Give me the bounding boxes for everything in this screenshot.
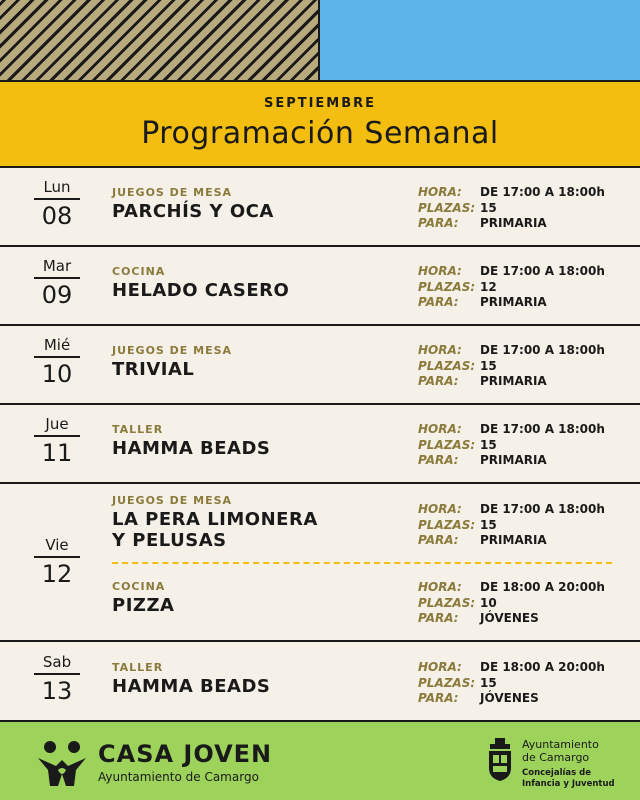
day-name: Vie [34, 536, 80, 558]
day-badge [34, 336, 80, 388]
plazas-label: PLAZAS: [418, 437, 476, 452]
activity [112, 661, 270, 697]
activity-category: TALLER [112, 423, 164, 436]
ayuntamiento-name [522, 738, 599, 764]
activity-info [418, 343, 618, 390]
activity-info [418, 660, 618, 707]
hora-value: DE 17:00 A 18:00h [480, 343, 605, 357]
plazas-label: PLAZAS: [418, 517, 476, 532]
activity-divider [112, 562, 612, 564]
plazas-value: 12 [480, 279, 497, 294]
day-name: Mié [34, 336, 80, 358]
concejalias-line2: Infancia y Juventud [522, 779, 615, 789]
day-number: 13 [41, 677, 73, 705]
day-number: 12 [41, 560, 73, 588]
para-label: PARA: [418, 374, 459, 388]
para-value: PRIMARIA [480, 216, 547, 230]
plazas-value: 15 [480, 437, 497, 452]
day-name: Lun [34, 178, 80, 200]
hora-label: HORA: [418, 580, 462, 594]
activity-title: PIZZA [112, 595, 175, 616]
hora-label: HORA: [418, 502, 462, 516]
activity-category: JUEGOS DE MESA [112, 494, 233, 507]
hora-value: DE 17:00 A 18:00h [480, 502, 605, 516]
month-label: SEPTIEMBRE [263, 96, 377, 111]
para-value: JÓVENES [480, 691, 539, 705]
footer [0, 720, 640, 800]
municipal-crest-icon [486, 738, 514, 782]
plazas-value: 15 [480, 200, 497, 215]
activity [112, 344, 232, 380]
plazas-value: 15 [480, 358, 497, 373]
casa-joven-logo-icon [36, 740, 88, 788]
activity-title: HELADO CASERO [112, 280, 290, 301]
activity-title: HAMMA BEADS [112, 676, 271, 697]
plazas-label: PLAZAS: [418, 675, 476, 690]
para-label: PARA: [418, 533, 459, 547]
day-number: 09 [41, 281, 73, 309]
day-row-sab [0, 642, 640, 720]
striped-pattern [0, 0, 320, 80]
activity-info [418, 422, 618, 469]
activity-category: COCINA [112, 580, 166, 593]
plazas-value: 10 [480, 595, 497, 610]
brand-name: CASA JOVEN [98, 740, 273, 768]
hora-label: HORA: [418, 660, 462, 674]
activity-title: TRIVIAL [112, 359, 195, 380]
activity-info [418, 502, 618, 549]
activity [112, 580, 174, 616]
para-label: PARA: [418, 691, 459, 705]
activity [112, 186, 274, 222]
day-badge [34, 178, 80, 230]
hora-value: DE 18:00 A 20:00h [480, 580, 605, 594]
top-decoration [0, 0, 640, 80]
day-row-mie [0, 326, 640, 405]
day-badge [34, 653, 80, 705]
ayuntamiento-line1: Ayuntamiento [522, 738, 599, 751]
day-row-mar [0, 247, 640, 326]
activity-category: TALLER [112, 661, 164, 674]
day-badge [34, 257, 80, 309]
hora-value: DE 18:00 A 20:00h [480, 660, 605, 674]
activity-title: HAMMA BEADS [112, 438, 271, 459]
header-banner [0, 80, 640, 168]
day-name: Sab [34, 653, 80, 675]
hora-label: HORA: [418, 185, 462, 199]
hora-label: HORA: [418, 264, 462, 278]
para-value: PRIMARIA [480, 374, 547, 388]
activity [112, 423, 270, 459]
para-label: PARA: [418, 611, 459, 625]
activity-category: JUEGOS DE MESA [112, 186, 233, 199]
activity-info [418, 185, 618, 232]
hora-label: HORA: [418, 422, 462, 436]
activity-title: PARCHÍS Y OCA [112, 201, 274, 222]
activity-title-line2: Y PELUSAS [112, 530, 227, 551]
plazas-value: 15 [480, 517, 497, 532]
blue-block [320, 0, 640, 80]
para-value: PRIMARIA [480, 533, 547, 547]
brand-subtitle: Ayuntamiento de Camargo [98, 770, 259, 784]
activity-category: JUEGOS DE MESA [112, 344, 233, 357]
day-name: Mar [34, 257, 80, 279]
plazas-label: PLAZAS: [418, 200, 476, 215]
activity [112, 265, 289, 301]
plazas-label: PLAZAS: [418, 358, 476, 373]
activity-info [418, 264, 618, 311]
activity-title: LA PERA LIMONERA [112, 509, 318, 530]
day-row-vie [0, 484, 640, 642]
hora-value: DE 17:00 A 18:00h [480, 185, 605, 199]
para-label: PARA: [418, 295, 459, 309]
hora-label: HORA: [418, 343, 462, 357]
para-label: PARA: [418, 453, 459, 467]
concejalias-label [522, 768, 615, 790]
day-number: 08 [41, 202, 73, 230]
hora-value: DE 17:00 A 18:00h [480, 422, 605, 436]
para-value: PRIMARIA [480, 295, 547, 309]
para-label: PARA: [418, 216, 459, 230]
hora-value: DE 17:00 A 18:00h [480, 264, 605, 278]
ayuntamiento-line2: de Camargo [522, 751, 590, 764]
activity [112, 494, 318, 551]
plazas-label: PLAZAS: [418, 595, 476, 610]
day-badge [34, 536, 80, 588]
page-title: Programación Semanal [141, 116, 499, 151]
day-name: Jue [34, 415, 80, 437]
plazas-label: PLAZAS: [418, 279, 476, 294]
activity-info [418, 580, 618, 627]
plazas-value: 15 [480, 675, 497, 690]
day-number: 10 [41, 360, 73, 388]
day-row-lun [0, 168, 640, 247]
concejalias-line1: Concejalías de [522, 768, 592, 778]
day-number: 11 [41, 439, 73, 467]
activity-category: COCINA [112, 265, 166, 278]
day-badge [34, 415, 80, 467]
para-value: JÓVENES [480, 611, 539, 625]
day-row-jue [0, 405, 640, 484]
para-value: PRIMARIA [480, 453, 547, 467]
